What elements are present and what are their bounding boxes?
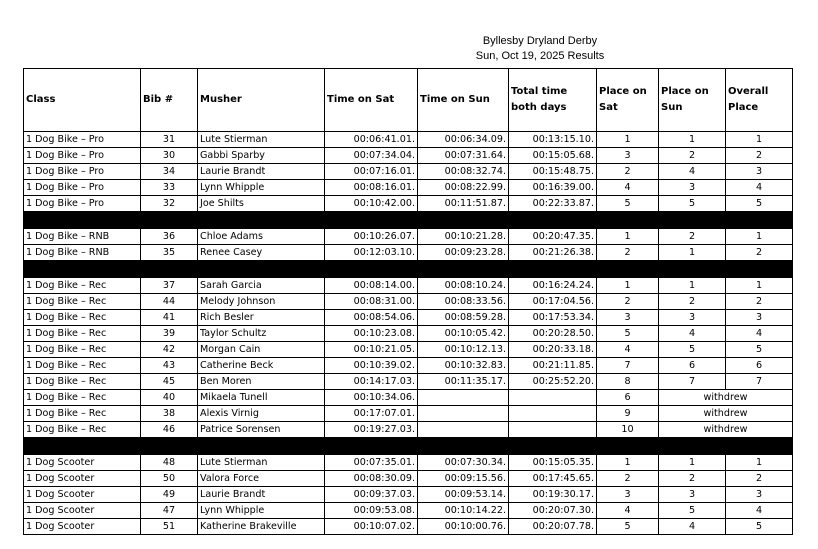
overall-place-cell: 5 bbox=[726, 196, 793, 212]
time-sat-cell: 00:17:07.01. bbox=[325, 406, 418, 422]
musher-cell: Rich Besler bbox=[198, 310, 325, 326]
table-row bbox=[24, 422, 793, 438]
musher-cell: Lynn Whipple bbox=[198, 503, 325, 519]
table-row bbox=[24, 342, 793, 358]
total-time-cell: 00:20:47.35. bbox=[509, 229, 597, 245]
results-table bbox=[23, 68, 793, 535]
place-sun-cell: 7 bbox=[659, 374, 726, 390]
place-sat-cell: 2 bbox=[597, 245, 659, 261]
overall-place-cell: 1 bbox=[726, 132, 793, 148]
musher-cell: Lynn Whipple bbox=[198, 180, 325, 196]
header-bib: Bib # bbox=[141, 69, 198, 132]
place-sat-cell: 1 bbox=[597, 455, 659, 471]
place-sat-cell: 1 bbox=[597, 132, 659, 148]
place-sun-cell: 1 bbox=[659, 278, 726, 294]
total-time-cell: 00:21:11.85. bbox=[509, 358, 597, 374]
time-sun-cell: 00:08:59.28. bbox=[418, 310, 509, 326]
class-cell: 1 Dog Bike – Pro bbox=[24, 196, 141, 212]
time-sun-cell: 00:08:22.99. bbox=[418, 180, 509, 196]
time-sun-cell: 00:10:21.28. bbox=[418, 229, 509, 245]
table-row bbox=[24, 180, 793, 196]
table-row bbox=[24, 374, 793, 390]
withdrew-status: withdrew bbox=[659, 422, 793, 438]
table-row bbox=[24, 487, 793, 503]
place-sat-cell: 5 bbox=[597, 519, 659, 535]
time-sat-cell: 00:12:03.10. bbox=[325, 245, 418, 261]
musher-cell: Chloe Adams bbox=[198, 229, 325, 245]
table-row bbox=[24, 310, 793, 326]
musher-cell: Patrice Sorensen bbox=[198, 422, 325, 438]
bib-cell: 36 bbox=[141, 229, 198, 245]
table-row bbox=[24, 245, 793, 261]
place-sun-cell: 5 bbox=[659, 196, 726, 212]
place-sat-cell: 9 bbox=[597, 406, 659, 422]
musher-cell: Catherine Beck bbox=[198, 358, 325, 374]
place-sun-cell: 2 bbox=[659, 471, 726, 487]
total-time-cell: 00:15:05.68. bbox=[509, 148, 597, 164]
total-time-cell: 00:17:53.34. bbox=[509, 310, 597, 326]
section-divider bbox=[24, 261, 793, 278]
musher-cell: Ben Moren bbox=[198, 374, 325, 390]
header-total-time: Total time both days bbox=[509, 69, 597, 132]
class-cell: 1 Dog Bike – Rec bbox=[24, 310, 141, 326]
musher-cell: Gabbi Sparby bbox=[198, 148, 325, 164]
time-sat-cell: 00:10:07.02. bbox=[325, 519, 418, 535]
overall-place-cell: 1 bbox=[726, 455, 793, 471]
place-sat-cell: 6 bbox=[597, 390, 659, 406]
class-cell: 1 Dog Bike – Rec bbox=[24, 406, 141, 422]
musher-cell: Joe Shilts bbox=[198, 196, 325, 212]
bib-cell: 35 bbox=[141, 245, 198, 261]
class-cell: 1 Dog Bike – Rec bbox=[24, 422, 141, 438]
musher-cell: Morgan Cain bbox=[198, 342, 325, 358]
place-sun-cell: 3 bbox=[659, 310, 726, 326]
total-time-cell: 00:20:28.50. bbox=[509, 326, 597, 342]
time-sat-cell: 00:14:17.03. bbox=[325, 374, 418, 390]
time-sun-cell: 00:10:00.76. bbox=[418, 519, 509, 535]
musher-cell: Melody Johnson bbox=[198, 294, 325, 310]
total-time-cell: 00:17:04.56. bbox=[509, 294, 597, 310]
place-sat-cell: 7 bbox=[597, 358, 659, 374]
place-sat-cell: 3 bbox=[597, 487, 659, 503]
place-sat-cell: 2 bbox=[597, 471, 659, 487]
overall-place-cell: 3 bbox=[726, 310, 793, 326]
overall-place-cell: 1 bbox=[726, 278, 793, 294]
table-row bbox=[24, 455, 793, 471]
place-sat-cell: 5 bbox=[597, 326, 659, 342]
time-sun-cell bbox=[418, 406, 509, 422]
total-time-cell: 00:16:39.00. bbox=[509, 180, 597, 196]
musher-cell: Sarah Garcia bbox=[198, 278, 325, 294]
total-time-cell: 00:19:30.17. bbox=[509, 487, 597, 503]
place-sun-cell: 4 bbox=[659, 519, 726, 535]
section-divider-bar bbox=[24, 212, 793, 229]
overall-place-cell: 3 bbox=[726, 164, 793, 180]
musher-cell: Mikaela Tunell bbox=[198, 390, 325, 406]
place-sat-cell: 2 bbox=[597, 294, 659, 310]
place-sat-cell: 8 bbox=[597, 374, 659, 390]
total-time-cell: 00:15:05.35. bbox=[509, 455, 597, 471]
class-cell: 1 Dog Bike – Rec bbox=[24, 294, 141, 310]
total-time-cell bbox=[509, 406, 597, 422]
total-time-cell: 00:13:15.10. bbox=[509, 132, 597, 148]
place-sun-cell: 4 bbox=[659, 326, 726, 342]
table-row bbox=[24, 503, 793, 519]
header-place-sun: Place on Sun bbox=[659, 69, 726, 132]
place-sat-cell: 5 bbox=[597, 196, 659, 212]
total-time-cell: 00:20:07.30. bbox=[509, 503, 597, 519]
class-cell: 1 Dog Scooter bbox=[24, 487, 141, 503]
time-sun-cell: 00:11:51.87. bbox=[418, 196, 509, 212]
place-sat-cell: 1 bbox=[597, 278, 659, 294]
bib-cell: 50 bbox=[141, 471, 198, 487]
place-sun-cell: 2 bbox=[659, 294, 726, 310]
class-cell: 1 Dog Bike – Rec bbox=[24, 390, 141, 406]
results-date: Sun, Oct 19, 2025 Results bbox=[475, 50, 605, 62]
bib-cell: 47 bbox=[141, 503, 198, 519]
section-divider bbox=[24, 212, 793, 229]
bib-cell: 49 bbox=[141, 487, 198, 503]
time-sun-cell: 00:07:30.34. bbox=[418, 455, 509, 471]
place-sun-cell: 1 bbox=[659, 132, 726, 148]
bib-cell: 46 bbox=[141, 422, 198, 438]
place-sun-cell: 2 bbox=[659, 148, 726, 164]
bib-cell: 30 bbox=[141, 148, 198, 164]
time-sat-cell: 00:08:31.00. bbox=[325, 294, 418, 310]
bib-cell: 41 bbox=[141, 310, 198, 326]
time-sun-cell: 00:09:23.28. bbox=[418, 245, 509, 261]
time-sat-cell: 00:09:53.08. bbox=[325, 503, 418, 519]
bib-cell: 39 bbox=[141, 326, 198, 342]
table-row bbox=[24, 164, 793, 180]
time-sat-cell: 00:07:16.01. bbox=[325, 164, 418, 180]
time-sat-cell: 00:09:37.03. bbox=[325, 487, 418, 503]
class-cell: 1 Dog Bike – Rec bbox=[24, 278, 141, 294]
header-time-sun: Time on Sun bbox=[418, 69, 509, 132]
bib-cell: 40 bbox=[141, 390, 198, 406]
total-time-cell: 00:16:24.24. bbox=[509, 278, 597, 294]
place-sat-cell: 4 bbox=[597, 503, 659, 519]
class-cell: 1 Dog Scooter bbox=[24, 471, 141, 487]
overall-place-cell: 5 bbox=[726, 519, 793, 535]
musher-cell: Alexis Virnig bbox=[198, 406, 325, 422]
bib-cell: 34 bbox=[141, 164, 198, 180]
table-row bbox=[24, 278, 793, 294]
class-cell: 1 Dog Bike – Pro bbox=[24, 180, 141, 196]
header-musher: Musher bbox=[198, 69, 325, 132]
place-sat-cell: 4 bbox=[597, 180, 659, 196]
total-time-cell: 00:21:26.38. bbox=[509, 245, 597, 261]
class-cell: 1 Dog Bike – Pro bbox=[24, 164, 141, 180]
header-place-sat: Place on Sat bbox=[597, 69, 659, 132]
class-cell: 1 Dog Bike – RNB bbox=[24, 229, 141, 245]
time-sat-cell: 00:08:30.09. bbox=[325, 471, 418, 487]
place-sat-cell: 1 bbox=[597, 229, 659, 245]
class-cell: 1 Dog Bike – Rec bbox=[24, 374, 141, 390]
bib-cell: 33 bbox=[141, 180, 198, 196]
place-sun-cell: 6 bbox=[659, 358, 726, 374]
table-row bbox=[24, 358, 793, 374]
musher-cell: Lute Stierman bbox=[198, 455, 325, 471]
table-row bbox=[24, 229, 793, 245]
total-time-cell: 00:22:33.87. bbox=[509, 196, 597, 212]
bib-cell: 45 bbox=[141, 374, 198, 390]
total-time-cell: 00:17:45.65. bbox=[509, 471, 597, 487]
overall-place-cell: 2 bbox=[726, 471, 793, 487]
withdrew-status: withdrew bbox=[659, 406, 793, 422]
bib-cell: 42 bbox=[141, 342, 198, 358]
overall-place-cell: 5 bbox=[726, 342, 793, 358]
table-row bbox=[24, 519, 793, 535]
table-row bbox=[24, 148, 793, 164]
musher-cell: Renee Casey bbox=[198, 245, 325, 261]
musher-cell: Laurie Brandt bbox=[198, 164, 325, 180]
class-cell: 1 Dog Scooter bbox=[24, 519, 141, 535]
table-row bbox=[24, 326, 793, 342]
place-sun-cell: 3 bbox=[659, 487, 726, 503]
overall-place-cell: 2 bbox=[726, 148, 793, 164]
bib-cell: 43 bbox=[141, 358, 198, 374]
place-sat-cell: 2 bbox=[597, 164, 659, 180]
withdrew-status: withdrew bbox=[659, 390, 793, 406]
time-sat-cell: 00:06:41.01. bbox=[325, 132, 418, 148]
table-row bbox=[24, 390, 793, 406]
time-sun-cell: 00:11:35.17. bbox=[418, 374, 509, 390]
results-body bbox=[24, 132, 793, 535]
document-title bbox=[440, 34, 640, 64]
total-time-cell bbox=[509, 390, 597, 406]
place-sun-cell: 5 bbox=[659, 503, 726, 519]
time-sat-cell: 00:10:26.07. bbox=[325, 229, 418, 245]
total-time-cell: 00:20:33.18. bbox=[509, 342, 597, 358]
time-sat-cell: 00:07:34.04. bbox=[325, 148, 418, 164]
overall-place-cell: 4 bbox=[726, 180, 793, 196]
header-row bbox=[24, 69, 793, 132]
time-sun-cell: 00:10:14.22. bbox=[418, 503, 509, 519]
total-time-cell: 00:20:07.78. bbox=[509, 519, 597, 535]
bib-cell: 38 bbox=[141, 406, 198, 422]
place-sat-cell: 4 bbox=[597, 342, 659, 358]
time-sun-cell: 00:08:33.56. bbox=[418, 294, 509, 310]
time-sat-cell: 00:08:16.01. bbox=[325, 180, 418, 196]
time-sun-cell bbox=[418, 390, 509, 406]
place-sun-cell: 2 bbox=[659, 229, 726, 245]
class-cell: 1 Dog Scooter bbox=[24, 503, 141, 519]
class-cell: 1 Dog Bike – Pro bbox=[24, 148, 141, 164]
time-sat-cell: 00:07:35.01. bbox=[325, 455, 418, 471]
time-sun-cell: 00:10:32.83. bbox=[418, 358, 509, 374]
header-time-sat: Time on Sat bbox=[325, 69, 418, 132]
table-row bbox=[24, 471, 793, 487]
time-sat-cell: 00:10:34.06. bbox=[325, 390, 418, 406]
overall-place-cell: 7 bbox=[726, 374, 793, 390]
table-row bbox=[24, 196, 793, 212]
total-time-cell: 00:25:52.20. bbox=[509, 374, 597, 390]
time-sun-cell: 00:10:05.42. bbox=[418, 326, 509, 342]
class-cell: 1 Dog Bike – Rec bbox=[24, 358, 141, 374]
time-sun-cell: 00:09:53.14. bbox=[418, 487, 509, 503]
time-sat-cell: 00:10:23.08. bbox=[325, 326, 418, 342]
time-sun-cell bbox=[418, 422, 509, 438]
class-cell: 1 Dog Bike – Rec bbox=[24, 342, 141, 358]
time-sat-cell: 00:10:21.05. bbox=[325, 342, 418, 358]
time-sun-cell: 00:09:15.56. bbox=[418, 471, 509, 487]
place-sun-cell: 1 bbox=[659, 455, 726, 471]
overall-place-cell: 4 bbox=[726, 503, 793, 519]
section-divider bbox=[24, 438, 793, 455]
place-sun-cell: 4 bbox=[659, 164, 726, 180]
event-name: Byllesby Dryland Derby bbox=[482, 35, 598, 47]
overall-place-cell: 2 bbox=[726, 294, 793, 310]
place-sat-cell: 10 bbox=[597, 422, 659, 438]
table-row bbox=[24, 132, 793, 148]
time-sun-cell: 00:07:31.64. bbox=[418, 148, 509, 164]
class-cell: 1 Dog Bike – Rec bbox=[24, 326, 141, 342]
overall-place-cell: 6 bbox=[726, 358, 793, 374]
musher-cell: Lute Stierman bbox=[198, 132, 325, 148]
overall-place-cell: 4 bbox=[726, 326, 793, 342]
overall-place-cell: 3 bbox=[726, 487, 793, 503]
bib-cell: 37 bbox=[141, 278, 198, 294]
bib-cell: 44 bbox=[141, 294, 198, 310]
bib-cell: 31 bbox=[141, 132, 198, 148]
total-time-cell bbox=[509, 422, 597, 438]
place-sun-cell: 1 bbox=[659, 245, 726, 261]
place-sun-cell: 3 bbox=[659, 180, 726, 196]
header-class: Class bbox=[24, 69, 141, 132]
musher-cell: Laurie Brandt bbox=[198, 487, 325, 503]
time-sun-cell: 00:10:12.13. bbox=[418, 342, 509, 358]
total-time-cell: 00:15:48.75. bbox=[509, 164, 597, 180]
bib-cell: 32 bbox=[141, 196, 198, 212]
time-sat-cell: 00:08:54.06. bbox=[325, 310, 418, 326]
musher-cell: Valora Force bbox=[198, 471, 325, 487]
time-sat-cell: 00:10:39.02. bbox=[325, 358, 418, 374]
class-cell: 1 Dog Bike – Pro bbox=[24, 132, 141, 148]
time-sun-cell: 00:08:32.74. bbox=[418, 164, 509, 180]
header-overall-place: Overall Place bbox=[726, 69, 793, 132]
bib-cell: 51 bbox=[141, 519, 198, 535]
section-divider-bar bbox=[24, 438, 793, 455]
overall-place-cell: 2 bbox=[726, 245, 793, 261]
class-cell: 1 Dog Bike – RNB bbox=[24, 245, 141, 261]
overall-place-cell: 1 bbox=[726, 229, 793, 245]
place-sat-cell: 3 bbox=[597, 310, 659, 326]
place-sat-cell: 3 bbox=[597, 148, 659, 164]
musher-cell: Taylor Schultz bbox=[198, 326, 325, 342]
musher-cell: Katherine Brakeville bbox=[198, 519, 325, 535]
table-row bbox=[24, 294, 793, 310]
class-cell: 1 Dog Scooter bbox=[24, 455, 141, 471]
bib-cell: 48 bbox=[141, 455, 198, 471]
time-sun-cell: 00:06:34.09. bbox=[418, 132, 509, 148]
time-sun-cell: 00:08:10.24. bbox=[418, 278, 509, 294]
section-divider-bar bbox=[24, 261, 793, 278]
time-sat-cell: 00:10:42.00. bbox=[325, 196, 418, 212]
place-sun-cell: 5 bbox=[659, 342, 726, 358]
table-row bbox=[24, 406, 793, 422]
time-sat-cell: 00:19:27.03. bbox=[325, 422, 418, 438]
time-sat-cell: 00:08:14.00. bbox=[325, 278, 418, 294]
